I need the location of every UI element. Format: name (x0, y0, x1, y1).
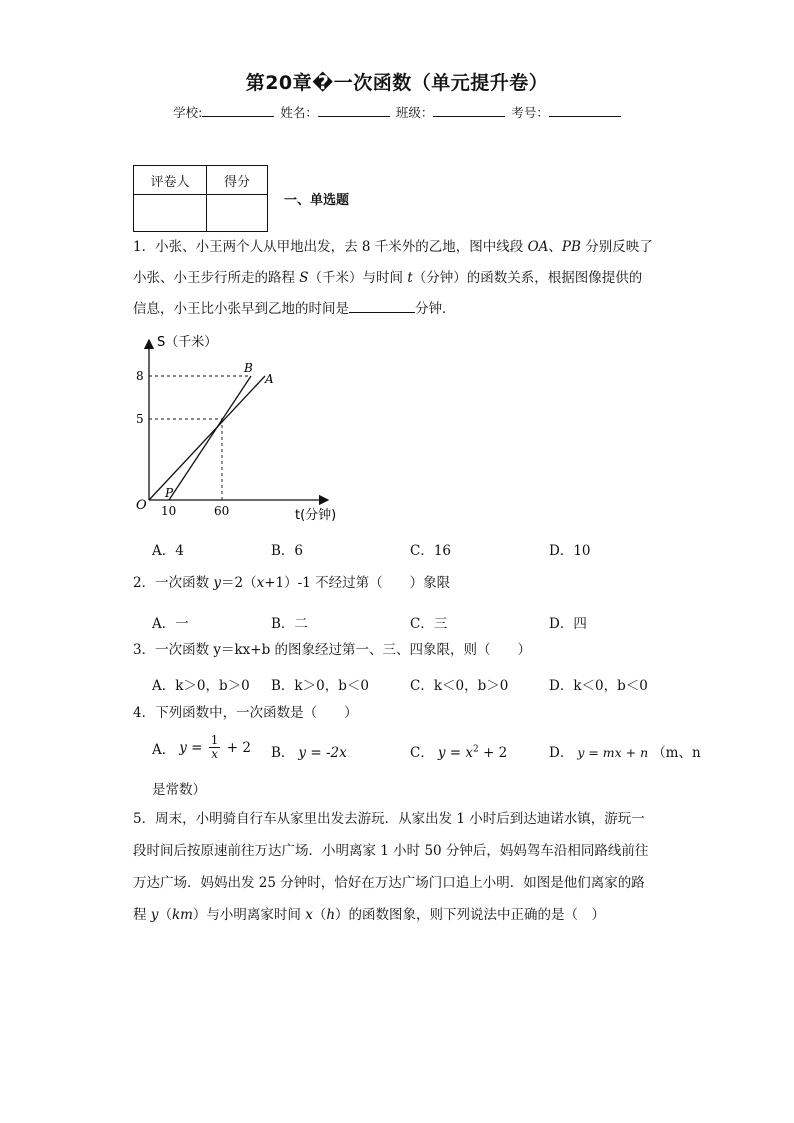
q5-line-1: 5．周末，小明骑自行车从家里出发去游玩．从家出发 1 小时后到达迪诺水镇，游玩一 (133, 811, 645, 827)
school-blank[interactable] (202, 104, 274, 117)
exam-no-blank[interactable] (549, 104, 621, 117)
reviewer-header: 评卷人 (134, 166, 207, 195)
class-label: 班级： (395, 105, 434, 120)
point-b-label: B (244, 361, 253, 375)
q2-option-c[interactable]: C．三 (410, 616, 448, 632)
q5-line-2: 段时间后按原速前往万达广场．小明离家 1 小时 50 分钟后，妈妈驾车沿相同路线前往 (133, 843, 649, 859)
q1-line-3: 信息，小王比小张早到乙地的时间是 分钟． (133, 294, 668, 325)
x-axis-label: t(分钟) (295, 508, 337, 523)
q1-answer-blank[interactable] (349, 298, 415, 313)
tick-label-60: 60 (214, 504, 230, 518)
q4-option-d[interactable]: D． y = mx + n （m、n (549, 745, 701, 761)
school-label: 学校: (173, 105, 203, 120)
q2-option-d[interactable]: D．四 (549, 616, 587, 632)
q1-option-b[interactable]: B．6 (271, 543, 304, 559)
q4-option-c[interactable]: C． $y = x^2 + 2$ (410, 744, 508, 761)
student-info-line (0, 103, 794, 121)
score-cell[interactable] (207, 195, 268, 232)
question-2: 2．一次函数 y＝2（x+1）-1 不经过第（ ）象限 (133, 575, 451, 591)
name-blank[interactable] (318, 104, 390, 117)
origin-label: O (136, 498, 147, 513)
exam-no-label: 考号： (511, 105, 549, 120)
q1-option-a[interactable]: A．4 (152, 543, 184, 559)
point-a-label: A (265, 372, 274, 386)
q3-option-a[interactable]: A．k＞0，b＞0 (152, 678, 250, 694)
fraction-1-over-x: $\frac{1}{x}$ (210, 733, 219, 761)
q3-option-c[interactable]: C．k＜0，b＞0 (410, 678, 509, 694)
question-1 (133, 232, 668, 325)
tick-label-8: 8 (136, 369, 144, 383)
score-header: 得分 (207, 166, 268, 195)
tick-label-5: 5 (136, 412, 144, 426)
q1-option-c[interactable]: C．16 (410, 543, 452, 559)
q4-option-b[interactable]: B． y = -2x (271, 745, 347, 761)
y-axis-label: S（千米） (157, 335, 218, 350)
q1-line-2: 小张、小王步行所走的路程 S（千米）与时间 t（分钟）的函数关系，根据图像提供的 (133, 270, 643, 286)
segment-oa (149, 376, 265, 500)
q2-option-b[interactable]: B．二 (271, 616, 308, 632)
question-4: 4．下列函数中，一次函数是（ ） (133, 705, 358, 721)
class-blank[interactable] (433, 104, 505, 117)
q3-option-d[interactable]: D．k＜0，b＜0 (549, 678, 648, 694)
q5-line-4: 程 y（km）与小明离家时间 x（h）的函数图象，则下列说法中正确的是（ ） (133, 907, 606, 923)
q3-option-b[interactable]: B．k＞0，b＜0 (271, 678, 369, 694)
segment-pb (169, 376, 251, 500)
section-title: 一、单选题 (284, 193, 350, 208)
q5-line-3: 万达广场．妈妈出发 25 分钟时，恰好在万达广场门口追上小明．如图是他们离家的路 (133, 875, 645, 891)
question-5 (133, 803, 668, 931)
score-table (133, 165, 268, 232)
page-title: 第20章�一次函数（单元提升卷） (245, 72, 549, 94)
q4-option-d-continued: 是常数） (152, 782, 206, 798)
point-p-label: P (165, 486, 174, 500)
tick-label-10: 10 (161, 504, 177, 518)
q2-option-a[interactable]: A．一 (152, 616, 189, 632)
q1-line-1: 1．小张、小王两个人从甲地出发，去 8 千米外的乙地，图中线段 OA、PB 分别反映了 (133, 239, 653, 255)
q1-option-d[interactable]: D．10 (549, 543, 591, 559)
q1-distance-time-graph (133, 328, 353, 528)
reviewer-cell[interactable] (134, 195, 207, 232)
question-3: 3．一次函数 y＝kx+b 的图象经过第一、三、四象限，则（ ） (133, 642, 532, 658)
name-label: 姓名： (280, 105, 318, 120)
q4-option-a[interactable]: A． y = $\frac{1}{x}$ + 2 (152, 733, 251, 761)
